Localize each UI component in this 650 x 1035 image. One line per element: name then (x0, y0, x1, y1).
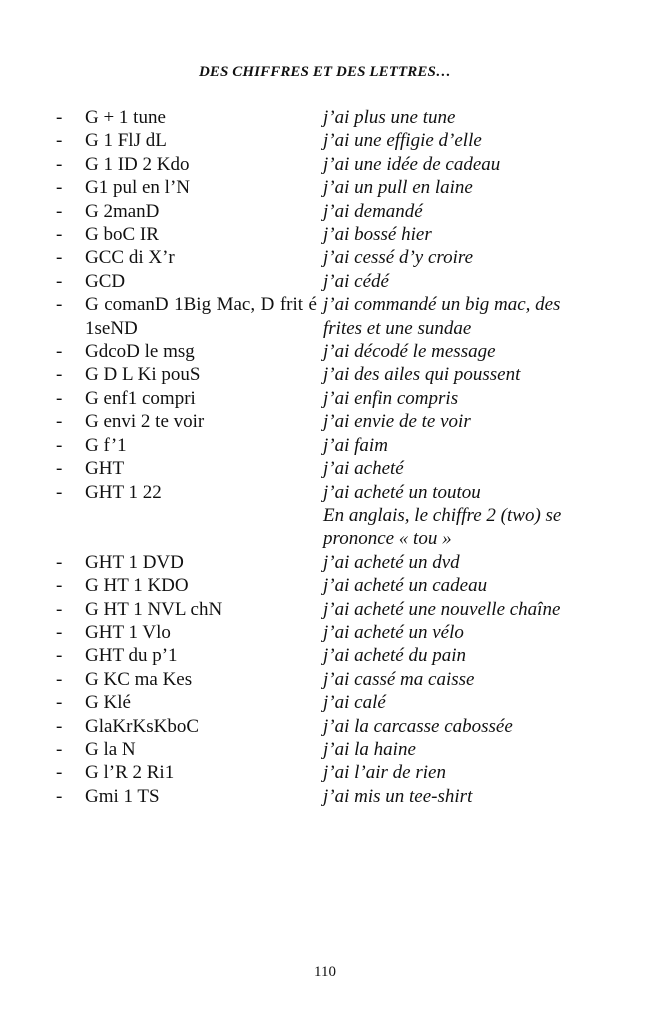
list-bullet-dash: - (56, 200, 63, 222)
sms-translation-list (56, 106, 596, 808)
french-meaning: j’ai cédé (323, 270, 389, 292)
sms-abbreviation: G Klé (85, 692, 131, 714)
french-meaning: j’ai la haine (323, 738, 416, 760)
list-item (56, 410, 596, 433)
sms-abbreviation: G f’1 (85, 434, 127, 456)
french-meaning: j’ai plus une tune (323, 107, 456, 128)
sms-abbreviation: Gmi 1 TS (85, 785, 160, 807)
sms-abbreviation: G la N (85, 738, 136, 760)
list-item (56, 668, 596, 691)
sms-abbreviation: G KC ma Kes (85, 668, 193, 690)
sms-abbreviation: GHT du p’1 (85, 645, 178, 667)
sms-abbreviation: G1 pul en l’N (85, 177, 191, 199)
list-bullet-dash: - (56, 621, 63, 643)
french-meaning: j’ai acheté un cadeau (323, 575, 488, 597)
sms-abbreviation: GCC di X’r (85, 247, 175, 269)
french-meaning: j’ai la carcasse cabossée (323, 715, 513, 737)
list-item (56, 715, 596, 738)
sms-abbreviation: GHT (85, 458, 125, 480)
french-meaning: j’ai mis un tee-shirt (323, 785, 473, 807)
sms-abbreviation: G comanD 1Big Mac, D frit é 1seND (85, 294, 317, 339)
list-bullet-dash: - (56, 551, 63, 573)
list-item (56, 293, 596, 340)
list-bullet-dash: - (56, 762, 63, 784)
french-meaning: j’ai des ailes qui poussent (323, 364, 521, 386)
explanatory-note: En anglais, le chiffre 2 (two) se prononce « tou » (323, 504, 562, 550)
list-item (56, 246, 596, 269)
list-item (56, 644, 596, 667)
list-bullet-dash: - (56, 692, 63, 714)
list-item (56, 785, 596, 808)
list-item (56, 176, 596, 199)
list-bullet-dash: - (56, 387, 63, 409)
list-bullet-dash: - (56, 434, 63, 456)
list-bullet-dash: - (56, 107, 63, 128)
list-item (56, 574, 596, 597)
list-bullet-dash: - (56, 341, 63, 363)
french-meaning: j’ai l’air de rien (323, 762, 446, 784)
french-meaning: j’ai cessé d’y croire (323, 247, 474, 269)
sms-abbreviation: G boC IR (85, 224, 159, 246)
french-meaning: j’ai acheté un dvd (323, 551, 460, 573)
french-meaning: j’ai acheté un vélo (323, 621, 464, 643)
list-bullet-dash: - (56, 785, 63, 807)
french-meaning: j’ai décodé le message (323, 341, 496, 363)
french-meaning: j’ai demandé (323, 200, 423, 222)
list-item (56, 621, 596, 644)
sms-abbreviation: GdcoD le msg (85, 341, 195, 363)
list-bullet-dash: - (56, 247, 63, 269)
list-item (56, 551, 596, 574)
sms-abbreviation: GlaKrKsKboC (85, 715, 199, 737)
note-indent (56, 504, 323, 551)
list-bullet-dash: - (56, 481, 63, 503)
french-meaning: j’ai envie de te voir (323, 411, 471, 433)
list-item (56, 106, 596, 129)
list-bullet-dash: - (56, 130, 63, 152)
french-meaning: j’ai acheté du pain (323, 645, 466, 667)
page-number: 110 (314, 964, 336, 980)
sms-abbreviation: GHT 1 Vlo (85, 621, 171, 643)
french-meaning: j’ai acheté un toutou (323, 481, 481, 503)
list-item (56, 223, 596, 246)
list-item (56, 270, 596, 293)
french-meaning: j’ai un pull en laine (323, 177, 473, 199)
french-meaning: j’ai calé (323, 692, 386, 714)
sms-abbreviation: G 1 FlJ dL (85, 130, 167, 152)
sms-abbreviation: GHT 1 DVD (85, 551, 184, 573)
sms-abbreviation: GHT 1 22 (85, 481, 162, 503)
list-bullet-dash: - (56, 575, 63, 597)
french-meaning: j’ai cassé ma caisse (323, 668, 475, 690)
french-meaning: j’ai faim (323, 434, 388, 456)
french-meaning: j’ai une effigie d’elle (323, 130, 482, 152)
sms-abbreviation: G enf1 compri (85, 387, 196, 409)
sms-abbreviation: G + 1 tune (85, 107, 166, 128)
list-item (56, 340, 596, 363)
list-bullet-dash: - (56, 364, 63, 386)
list-bullet-dash: - (56, 411, 63, 433)
list-item (56, 129, 596, 152)
list-bullet-dash: - (56, 177, 63, 199)
explanatory-note-row (56, 504, 596, 551)
list-item (56, 598, 596, 621)
french-meaning: j’ai bossé hier (323, 224, 432, 246)
sms-abbreviation: G D L Ki pouS (85, 364, 201, 386)
list-item (56, 738, 596, 761)
list-item (56, 387, 596, 410)
sms-abbreviation: GCD (85, 270, 126, 292)
french-meaning: j’ai acheté une nouvelle chaîne (323, 598, 561, 620)
french-meaning: j’ai une idée de cadeau (323, 153, 501, 175)
list-bullet-dash: - (56, 668, 63, 690)
page-title: DES CHIFFRES ET DES LETTRES… (198, 64, 452, 80)
list-bullet-dash: - (56, 715, 63, 737)
sms-abbreviation: G 2manD (85, 200, 160, 222)
list-bullet-dash: - (56, 598, 63, 620)
list-bullet-dash: - (56, 294, 63, 316)
french-meaning: j’ai commandé un big mac, des frites et une sundae (323, 294, 561, 339)
french-meaning: j’ai enfin compris (323, 387, 459, 409)
list-bullet-dash: - (56, 458, 63, 480)
list-bullet-dash: - (56, 153, 63, 175)
list-bullet-dash: - (56, 738, 63, 760)
sms-abbreviation: G HT 1 KDO (85, 575, 189, 597)
list-item (56, 434, 596, 457)
sms-abbreviation: G l’R 2 Ri1 (85, 762, 175, 784)
list-item (56, 481, 596, 504)
sms-abbreviation: G HT 1 NVL chN (85, 598, 223, 620)
list-bullet-dash: - (56, 224, 63, 246)
list-item (56, 761, 596, 784)
list-item (56, 200, 596, 223)
list-item (56, 363, 596, 386)
sms-abbreviation: G 1 ID 2 Kdo (85, 153, 190, 175)
sms-abbreviation: G envi 2 te voir (85, 411, 205, 433)
list-item (56, 457, 596, 480)
list-item (56, 153, 596, 176)
list-bullet-dash: - (56, 645, 63, 667)
list-bullet-dash: - (56, 270, 63, 292)
list-item (56, 691, 596, 714)
french-meaning: j’ai acheté (323, 458, 404, 480)
